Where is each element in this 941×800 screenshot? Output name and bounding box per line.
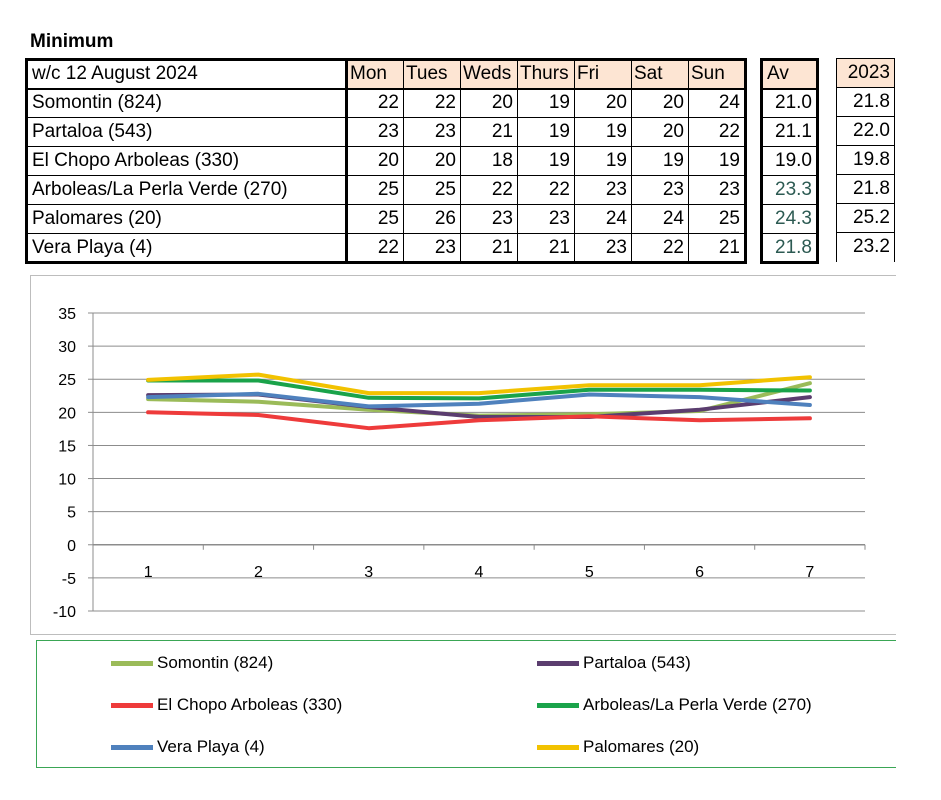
day-header-thurs: Thurs [518, 60, 575, 89]
chart-legend [36, 640, 896, 768]
table-heading: Minimum [30, 31, 114, 52]
legend-label: Somontin (824) [157, 653, 274, 672]
weekly-minimum-table [25, 58, 747, 264]
table-row [27, 89, 746, 118]
week-commencing-label: w/c 12 August 2024 [27, 60, 347, 89]
day-value-cell: 26 [404, 205, 461, 234]
average-table [760, 58, 819, 264]
day-value-cell: 21 [461, 118, 518, 147]
year-row [837, 117, 895, 146]
day-value-cell: 19 [575, 147, 632, 176]
y-tick-label: -10 [52, 604, 76, 621]
day-value-cell: 22 [404, 89, 461, 118]
table-row [27, 234, 746, 263]
table-row [27, 147, 746, 176]
average-value: 21.8 [762, 234, 818, 263]
legend-item [111, 653, 273, 673]
day-value-cell: 24 [689, 89, 746, 118]
day-header-fri: Fri [575, 60, 632, 89]
x-tick-label: 3 [364, 563, 374, 581]
year-row [837, 146, 895, 175]
day-header-sat: Sat [632, 60, 689, 89]
average-row [762, 89, 818, 118]
year-row [837, 204, 895, 233]
average-value: 21.0 [762, 89, 818, 118]
legend-item [537, 737, 699, 757]
legend-swatch [111, 661, 153, 666]
previous-year-table [836, 58, 895, 262]
station-name: Palomares (20) [27, 205, 347, 234]
day-value-cell: 25 [347, 176, 404, 205]
average-value: 23.3 [762, 176, 818, 205]
day-value-cell: 23 [347, 118, 404, 147]
year-row [837, 88, 895, 117]
table-row [27, 205, 746, 234]
previous-year-value: 23.2 [837, 233, 895, 262]
legend-label: El Chopo Arboleas (330) [157, 695, 343, 714]
day-value-cell: 23 [518, 205, 575, 234]
legend-item [111, 695, 342, 715]
station-name: Partaloa (543) [27, 118, 347, 147]
previous-year-value: 22.0 [837, 117, 895, 146]
day-value-cell: 20 [575, 89, 632, 118]
day-header-weds: Weds [461, 60, 518, 89]
station-name: Vera Playa (4) [27, 234, 347, 263]
legend-swatch [537, 703, 579, 708]
line-chart [0, 275, 941, 635]
day-value-cell: 25 [347, 205, 404, 234]
previous-year-value: 21.8 [837, 175, 895, 204]
legend-item [537, 653, 691, 673]
legend-item [111, 737, 265, 757]
day-header-tues: Tues [404, 60, 461, 89]
table-row [27, 118, 746, 147]
year-header-row [837, 59, 895, 88]
day-value-cell: 19 [518, 89, 575, 118]
previous-year-value: 25.2 [837, 204, 895, 233]
average-value: 24.3 [762, 205, 818, 234]
legend-label: Partaloa (543) [583, 653, 691, 672]
y-tick-label: 15 [58, 438, 76, 456]
day-value-cell: 19 [632, 147, 689, 176]
day-value-cell: 19 [689, 147, 746, 176]
y-tick-label: 5 [67, 504, 76, 522]
day-value-cell: 22 [632, 234, 689, 263]
day-value-cell: 24 [575, 205, 632, 234]
y-tick-label: 10 [58, 471, 76, 489]
y-tick-label: 25 [58, 372, 76, 390]
day-value-cell: 22 [689, 118, 746, 147]
day-value-cell: 20 [404, 147, 461, 176]
day-value-cell: 19 [518, 147, 575, 176]
y-tick-label: 30 [58, 339, 76, 357]
day-value-cell: 23 [575, 234, 632, 263]
day-value-cell: 23 [404, 118, 461, 147]
year-row [837, 233, 895, 262]
day-value-cell: 24 [632, 205, 689, 234]
y-tick-label: 20 [58, 405, 76, 423]
day-value-cell: 18 [461, 147, 518, 176]
average-header: Av [762, 60, 818, 89]
y-tick-label: 35 [58, 306, 76, 323]
average-row [762, 205, 818, 234]
day-value-cell: 21 [518, 234, 575, 263]
y-tick-label: 0 [67, 537, 76, 555]
year-row [837, 175, 895, 204]
station-name: El Chopo Arboleas (330) [27, 147, 347, 176]
table-header-row [27, 60, 746, 89]
x-tick-label: 1 [143, 563, 153, 581]
table-row [27, 176, 746, 205]
day-value-cell: 23 [575, 176, 632, 205]
day-value-cell: 22 [347, 89, 404, 118]
day-header-sun: Sun [689, 60, 746, 89]
legend-label: Vera Playa (4) [157, 737, 265, 756]
average-row [762, 118, 818, 147]
day-value-cell: 25 [689, 205, 746, 234]
previous-year-value: 19.8 [837, 146, 895, 175]
previous-year-value: 21.8 [837, 88, 895, 117]
legend-label: Palomares (20) [583, 737, 700, 756]
average-row [762, 176, 818, 205]
average-value: 19.0 [762, 147, 818, 176]
legend-label: Arboleas/La Perla Verde (270) [583, 695, 812, 714]
average-value: 21.1 [762, 118, 818, 147]
y-tick-label: -5 [61, 570, 76, 588]
day-value-cell: 20 [347, 147, 404, 176]
day-value-cell: 22 [518, 176, 575, 205]
average-header-row [762, 60, 818, 89]
legend-swatch [111, 745, 153, 750]
x-tick-label: 6 [695, 563, 705, 581]
x-tick-label: 5 [584, 563, 594, 581]
x-tick-label: 7 [805, 563, 815, 581]
day-value-cell: 23 [404, 234, 461, 263]
day-value-cell: 23 [632, 176, 689, 205]
day-value-cell: 20 [632, 89, 689, 118]
day-value-cell: 22 [461, 176, 518, 205]
station-name: Arboleas/La Perla Verde (270) [27, 176, 347, 205]
day-value-cell: 25 [404, 176, 461, 205]
legend-swatch [111, 703, 153, 708]
legend-item [537, 695, 812, 715]
x-tick-label: 2 [253, 563, 263, 581]
day-value-cell: 21 [689, 234, 746, 263]
day-value-cell: 20 [632, 118, 689, 147]
average-row [762, 147, 818, 176]
year-header: 2023 [837, 59, 895, 88]
day-value-cell: 19 [518, 118, 575, 147]
day-value-cell: 22 [347, 234, 404, 263]
legend-swatch [537, 745, 579, 750]
x-tick-label: 4 [474, 563, 484, 581]
average-row [762, 234, 818, 263]
day-header-mon: Mon [347, 60, 404, 89]
day-value-cell: 23 [689, 176, 746, 205]
day-value-cell: 19 [575, 118, 632, 147]
legend-swatch [537, 661, 579, 666]
day-value-cell: 23 [461, 205, 518, 234]
station-name: Somontin (824) [27, 89, 347, 118]
day-value-cell: 20 [461, 89, 518, 118]
day-value-cell: 21 [461, 234, 518, 263]
